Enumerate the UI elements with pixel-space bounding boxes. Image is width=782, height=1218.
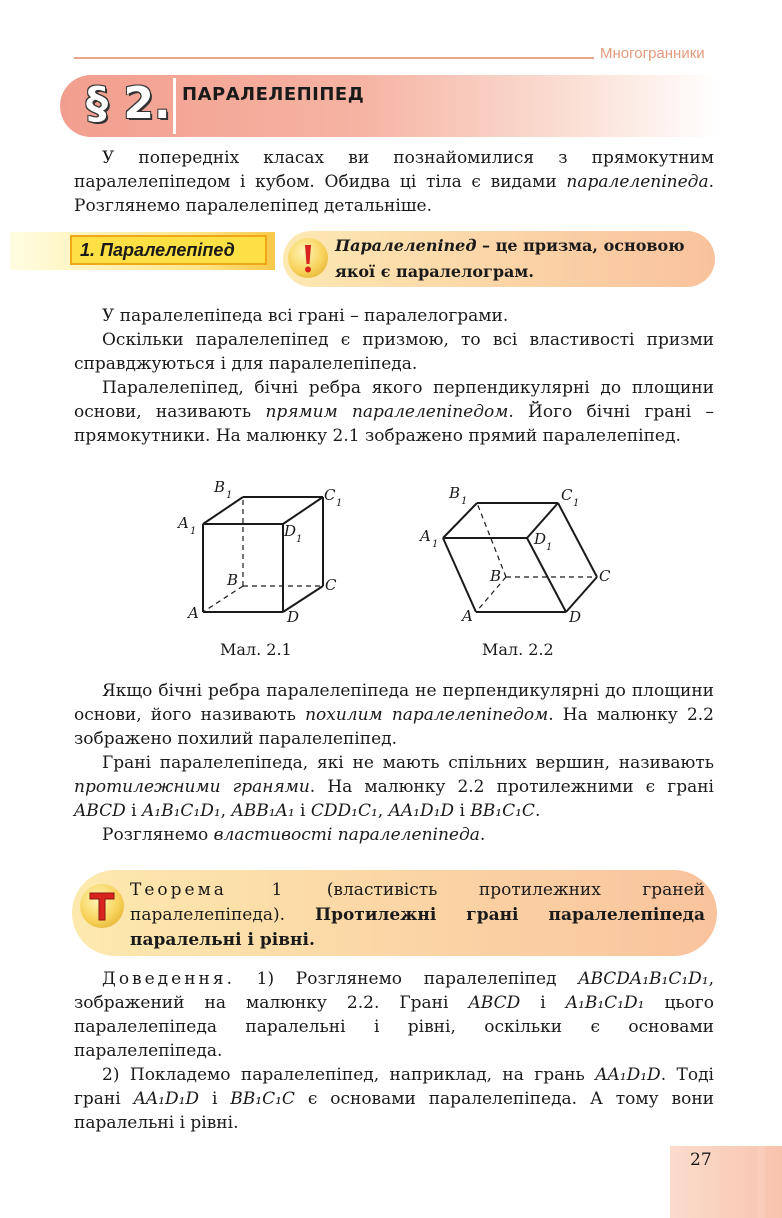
paragraph: Оскільки паралелепіпед є призмою, то всі властивості призми справджуються і для паралелепіпеда. [74, 330, 714, 374]
section-divider [173, 78, 176, 134]
paragraph: Грані паралелепіпеда, які не мають спільних вершин, називають протилежними гранями. На малюнку 2.2 протилежними є грані ABCD і A₁B₁C₁D₁, ABB₁A₁ і CDD₁C₁, AA₁D₁D і BB₁C₁C. [74, 753, 714, 821]
vertex-label: D [284, 522, 297, 540]
body-block-2 [74, 679, 714, 847]
figure-2-2-labels [418, 484, 611, 626]
vertex-subscript: 1 [190, 526, 197, 537]
section-number: § 2. [86, 78, 171, 129]
proof-block [74, 967, 714, 1135]
paragraph: Доведення. 1) Розглянемо паралелепіпед ABCDA₁B₁C₁D₁, зображений на малюнку 2.2. Грані ABCD і A₁B₁C₁D₁ цього паралелепіпеда паралельні і рівні, оскільки є основами паралелепіпеда. [74, 969, 715, 1061]
definition-term: Паралелепіпед [335, 236, 477, 255]
vertex-subscript: 1 [336, 498, 343, 509]
vertex-label: C [325, 576, 337, 594]
figures-area [0, 470, 782, 630]
figure-2-1 [203, 497, 323, 612]
vertex-label: D [287, 608, 300, 626]
intro-paragraph: У попередніх класах ви познайомилися з прямокутним паралелепіпедом і кубом. Обидва ці тіла є видами паралелепіпеда. Розглянемо паралелепіпед детальніше. [74, 148, 714, 216]
definition-text: Паралелепіпед – це призма, основою якої є паралелограм. [335, 236, 685, 281]
term-right-parallelepiped: прямим паралелепіпедом [265, 402, 509, 422]
vertex-subscript: 1 [432, 539, 439, 550]
vertex-subscript: 1 [573, 498, 580, 509]
vertex-label: D [534, 530, 547, 548]
term-oblique-parallelepiped: похилим паралелепіпедом [305, 705, 549, 725]
page-number: 27 [690, 1150, 712, 1170]
body-block-1 [74, 304, 714, 448]
vertex-label: A [420, 527, 431, 545]
vertex-subscript: 1 [296, 534, 303, 545]
vertex-label: A [178, 514, 189, 532]
term-properties: властивості паралелепіпеда [213, 825, 480, 845]
page-number-band [670, 1146, 782, 1218]
vertex-label: B [227, 571, 239, 589]
figure-2-1-caption: Мал. 2.1 [220, 640, 292, 659]
page-number-stripe [735, 1146, 743, 1218]
paragraph: Розглянемо властивості паралелепіпеда. [102, 825, 486, 845]
paragraph: Паралелепіпед, бічні ребра якого перпендикулярні до площини основи, називають прямим паралелепіпедом. Його бічні грані – прямокутники. На малюнку 2.1 зображено прямий паралелепіпед. [74, 378, 714, 446]
paragraph: Якщо бічні ребра паралелепіпеда не перпендикулярні до площини основи, його називають похилим паралелепіпедом. На малюнку 2.2 зображено похилий паралелепіпед. [74, 681, 714, 749]
page-number-stripe [757, 1146, 765, 1218]
paragraph: 2) Покладемо паралелепіпед, наприклад, на грань AA₁D₁D. Тоді грані AA₁D₁D і BB₁C₁C є основами паралелепіпеда. А тому вони паралельні і рівні. [74, 1065, 714, 1133]
vertex-subscript: 1 [226, 490, 233, 501]
subsection-label: 1. Паралелепіпед [70, 235, 267, 265]
vertex-label: C [324, 486, 336, 504]
exclamation-icon [288, 238, 328, 278]
letter-t-icon [80, 884, 124, 928]
vertex-label: A [188, 604, 199, 622]
vertex-label: C [599, 567, 611, 585]
vertex-label: D [569, 608, 582, 626]
intro-term: паралелепіпеда [566, 172, 709, 192]
running-header: Многогранники [600, 45, 705, 62]
vertex-label: B [449, 484, 461, 502]
term-opposite-faces: протилежними гранями [74, 777, 310, 797]
vertex-label: C [561, 486, 573, 504]
theorem-text: Теорема 1 (властивість протилежних граней паралелепіпеда). Протилежні грані паралелепіпеда паралельні і рівні. [130, 880, 706, 950]
figure-2-2 [443, 503, 597, 612]
vertex-subscript: 1 [461, 496, 468, 507]
vertex-label: B [490, 567, 502, 585]
theorem-label: Теорема 1 [130, 880, 286, 900]
vertex-subscript: 1 [546, 542, 553, 553]
vertex-label: A [462, 607, 473, 625]
figure-2-2-caption: Мал. 2.2 [482, 640, 554, 659]
section-title: ПАРАЛЕЛЕПІПЕД [182, 84, 365, 105]
theorem-statement: Протилежні грані паралелепіпеда паралельні і рівні. [130, 905, 705, 950]
paragraph: У паралелепіпеда всі грані – паралелограми. [102, 306, 509, 326]
proof-label: Доведення. [102, 969, 236, 989]
vertex-label: B [214, 478, 226, 496]
header-rule [74, 57, 594, 59]
